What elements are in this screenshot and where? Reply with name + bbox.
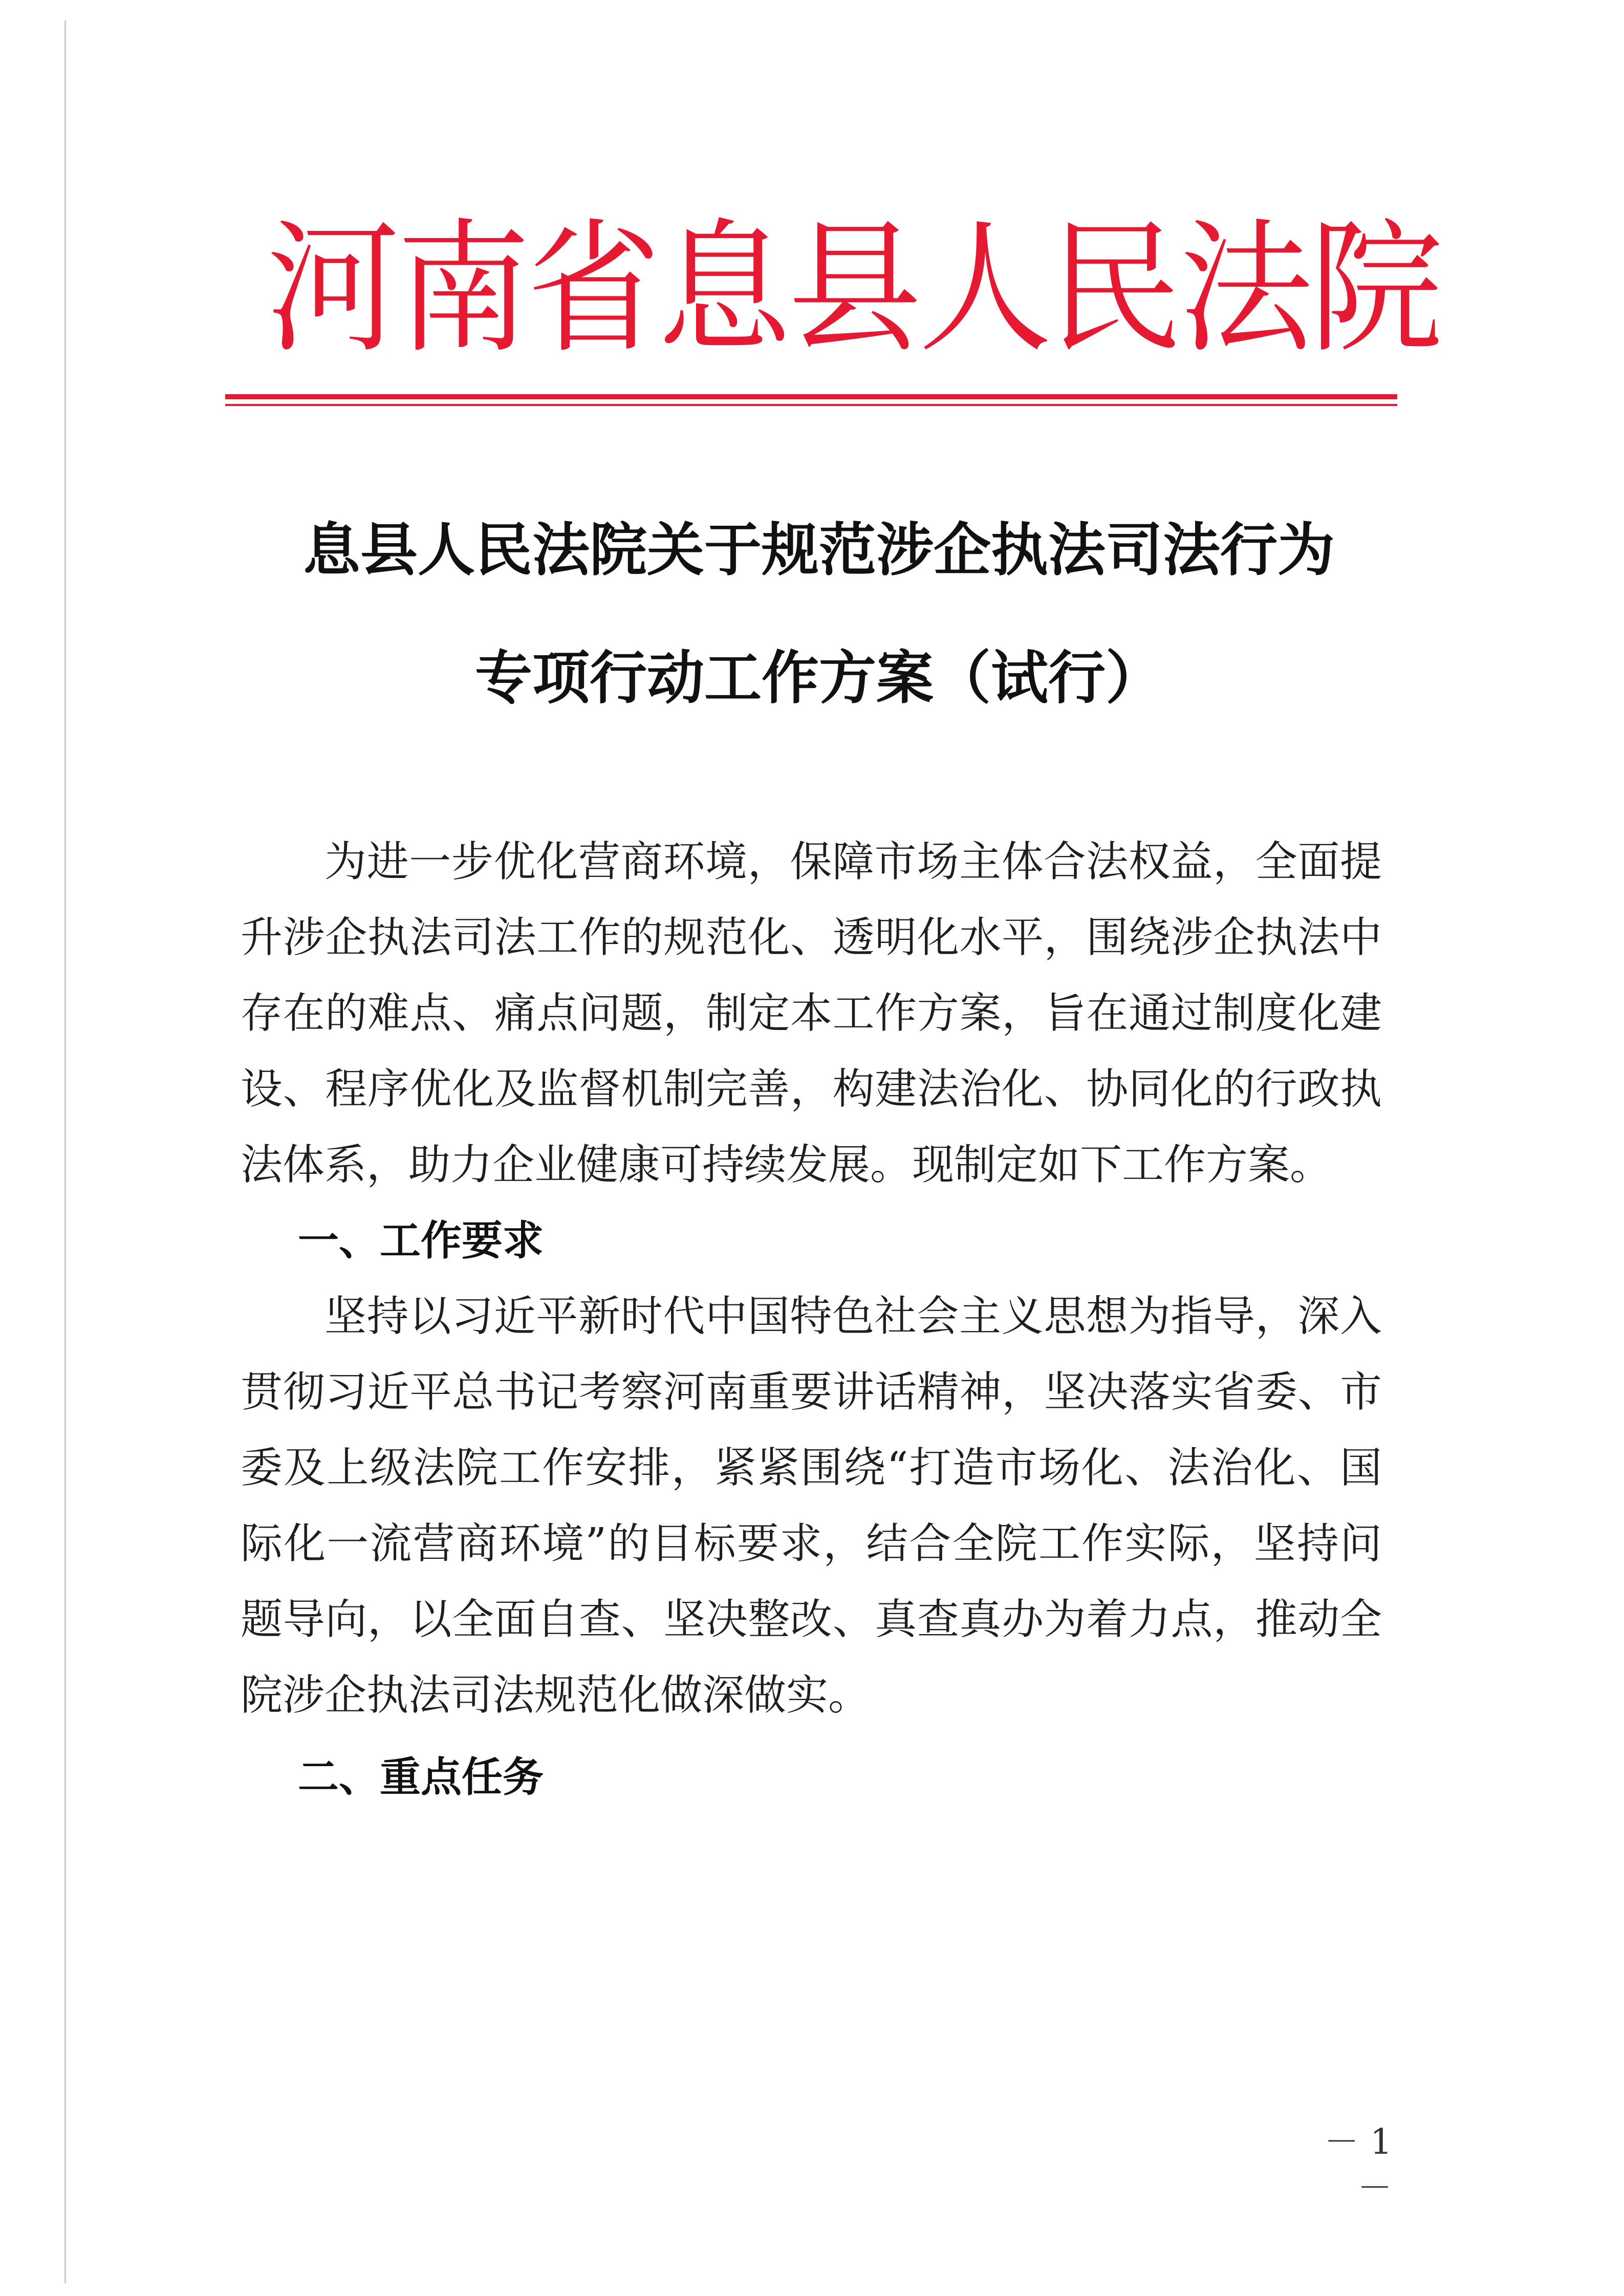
- title-line-1: 息县人民法院关于规范涉企执法司法行为: [303, 517, 1335, 584]
- title-line-2: 专项行动工作方案（试行）: [475, 645, 1163, 712]
- section-2-heading: 二、重点任务: [298, 1753, 544, 1801]
- document-body: [241, 824, 1382, 1815]
- section-1-paragraph: 坚持以习近平新时代中国特色社会主义思想为指导，深入贯彻习近平总书记考察河南重要讲话精神，坚决落实省委、市委及上级法院工作安排，紧紧围绕“打造市场化、法治化、国际化一流营商环境”的目标要求，结合全院工作实际，坚持问题导向，以全面自查、坚决整改、真查真办为着力点，推动全院涉企执法司法规范化做深做实。: [241, 1292, 1382, 1720]
- section-1-heading: 一、工作要求: [298, 1217, 544, 1264]
- document-title: [154, 486, 1484, 742]
- red-rule-thin: [225, 404, 1397, 406]
- masthead-red-rule: [225, 394, 1397, 406]
- page-number: － 1 －: [1324, 2122, 1392, 2208]
- court-masthead: 河南省息县人民法院: [266, 206, 1440, 373]
- intro-paragraph: 为进一步优化营商环境，保障市场主体合法权益，全面提升涉企执法司法工作的规范化、透明化水平，围绕涉企执法中存在的难点、痛点问题，制定本工作方案，旨在通过制度化建设、程序优化及监督机制完善，构建法治化、协同化的行政执法体系，助力企业健康可持续发展。现制定如下工作方案。: [241, 838, 1382, 1189]
- red-rule-thick: [225, 394, 1397, 399]
- binding-margin-line: [64, 20, 66, 2283]
